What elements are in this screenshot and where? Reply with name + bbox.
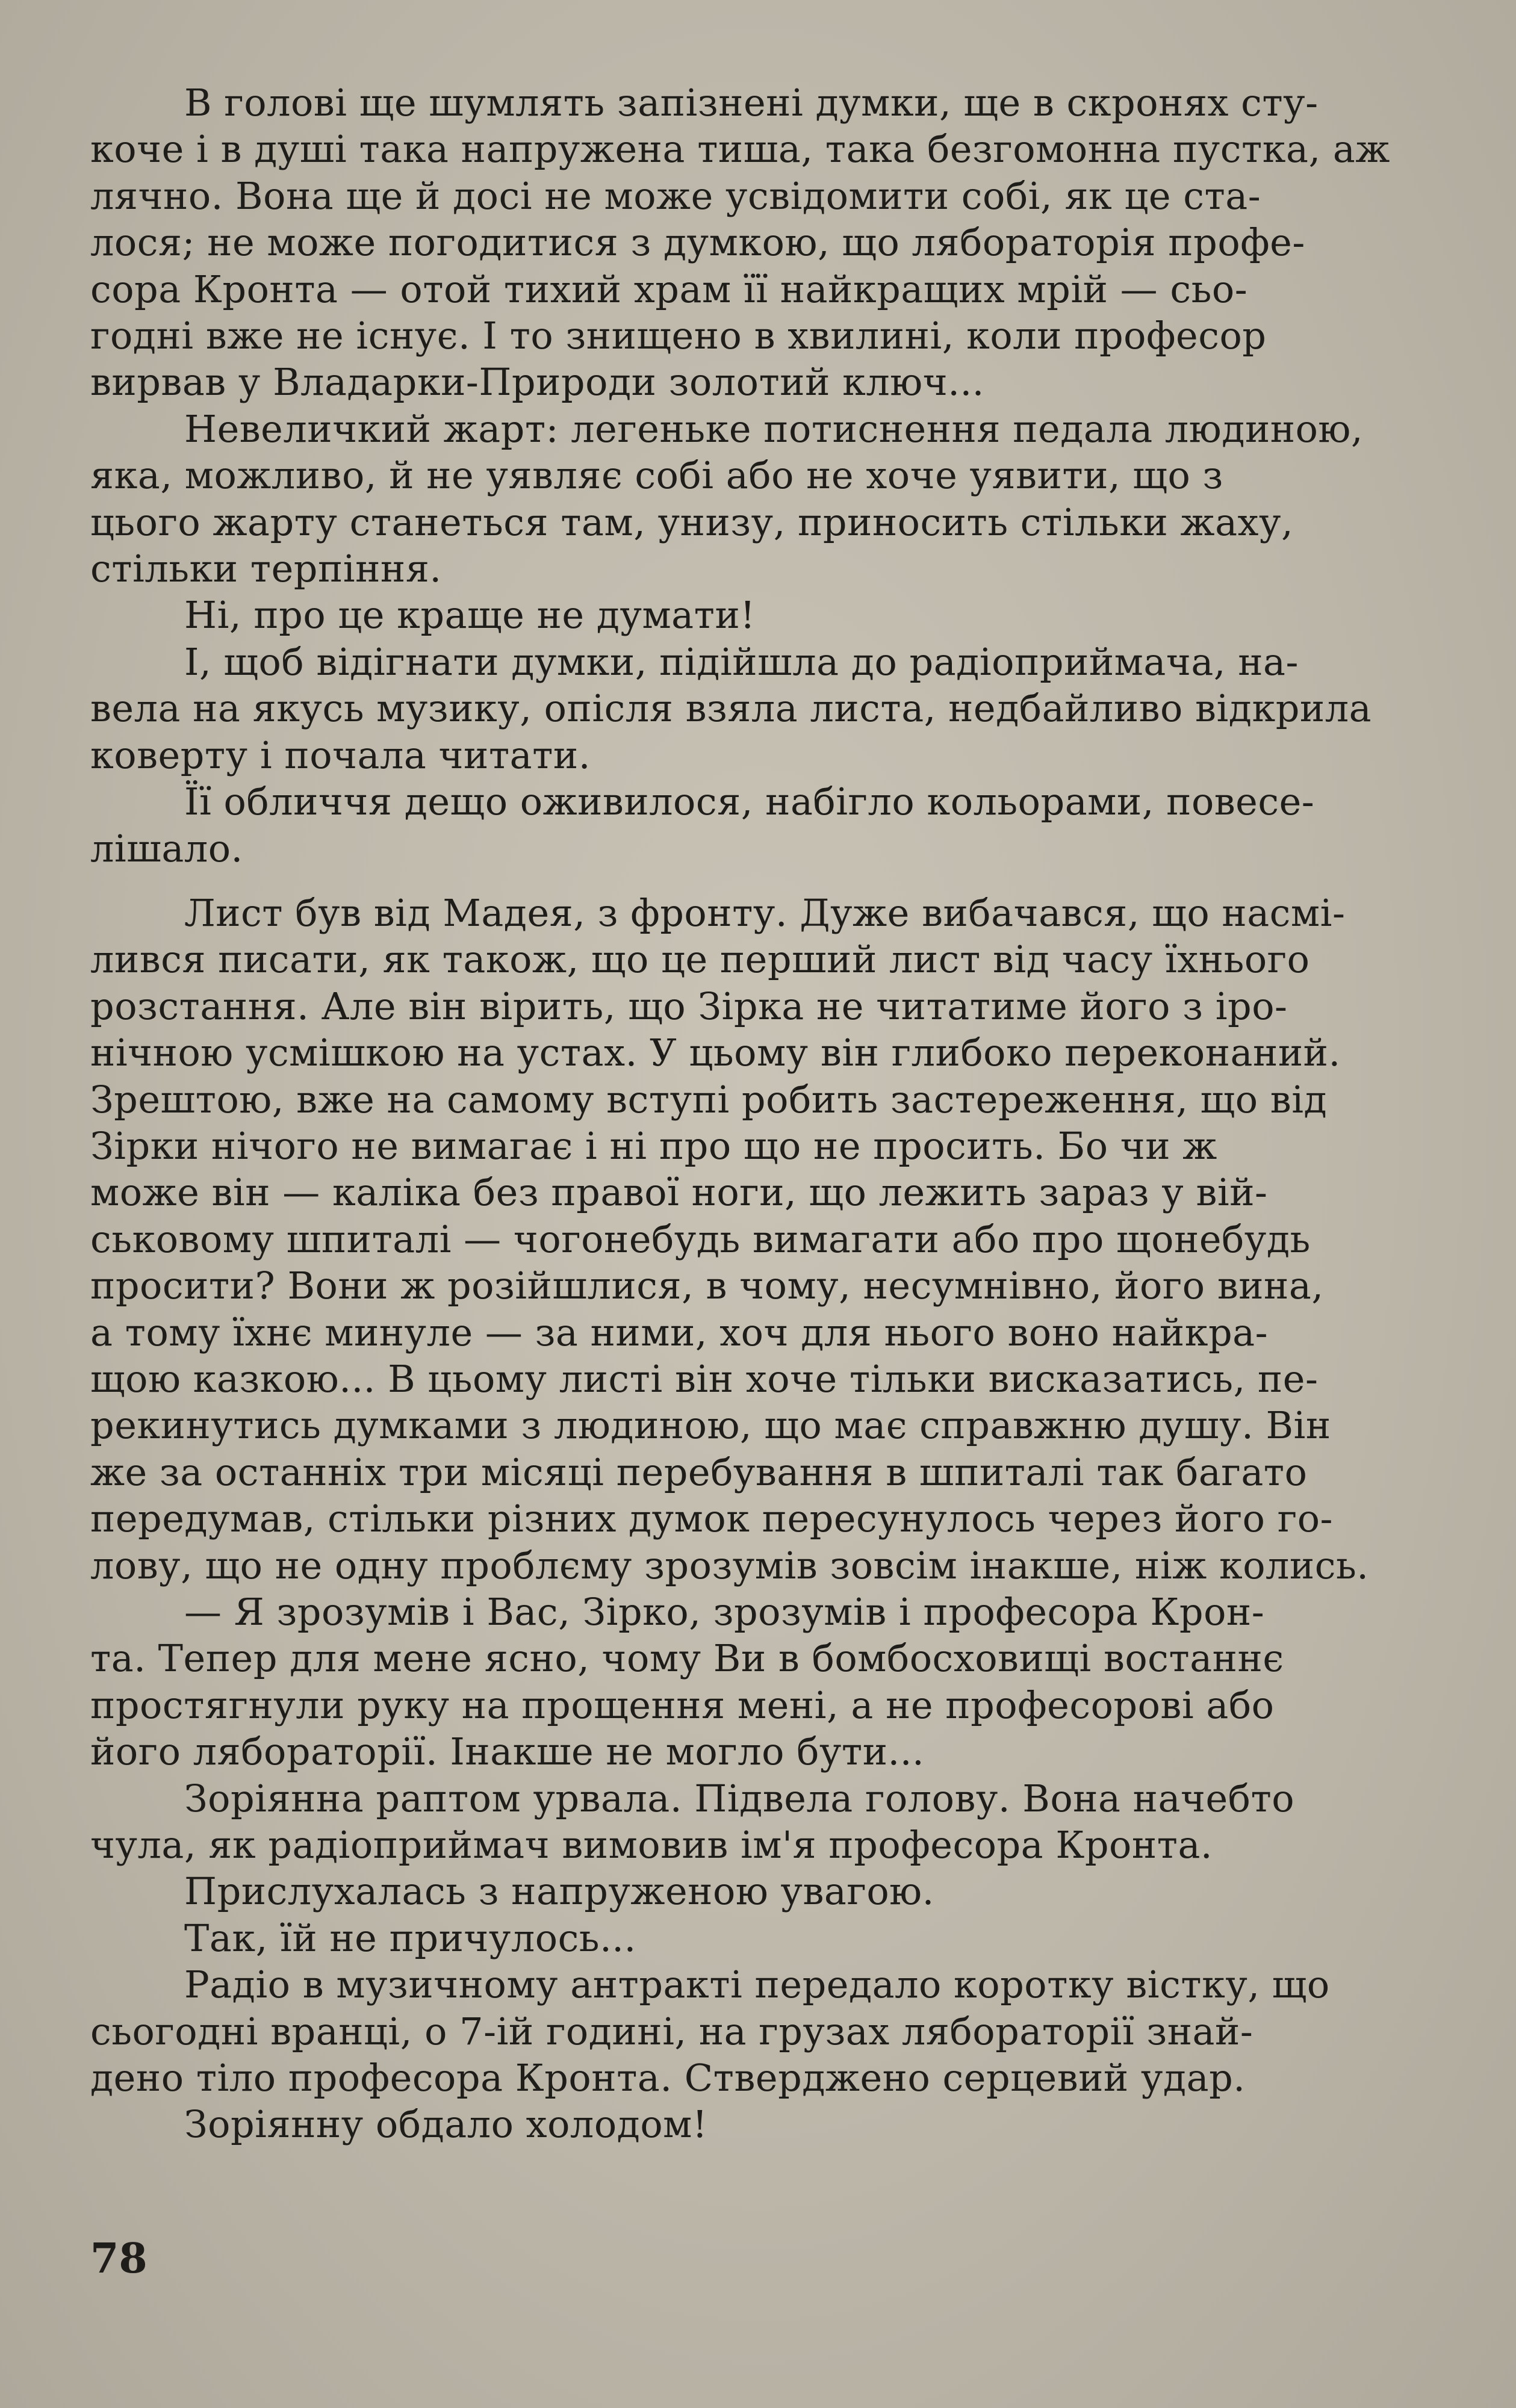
paragraph-6: Лист був від Мадея, з фронту. Дуже вибачався, що насмі- лився писати, як також, що це перший лист від часу їхнього розстання. Але він вірить, що Зірка не читатиме його з іро- нічною усмішкою на устах. У цьому він глибоко переконаний. Зрештою, вже на самому вступі робить застереження, що від Зірки нічого не вимагає і ні про що не просить. Бо чи ж може він — каліка без правої ноги, що лежить зараз у вій- ськовому шпиталі — чогонебудь вимагати або про щонебудь просити? Вони ж розійшлися, в чому, несумнівно, його вина, а тому їхнє минуле — за ними, хоч для нього воно найкра- щою казкою... В цьому листі він хоче тільки висказатись, пе- рекинутись думками з людиною, що має справжню душу. Він же за останніх три місяці перебування в шпиталі так багато передумав, стільки різних думок пересунулось через його го- лову, що не одну проблєму зрозумів зовсім інакше, ніж колись. <box>90 890 1369 1587</box>
paragraph-5: Її обличчя дещо оживилося, набігло кольорами, повесе- лішало. <box>90 780 1315 870</box>
page-body-text <box>90 79 1432 2148</box>
paragraph-11: Радіо в музичному антракті передало коротку вістку, що сьогодні вранці, о 7-ій годині, на грузах лябораторії знай- дено тіло професора Кронта. Стверджено серцевий удар. <box>90 1963 1330 2100</box>
paragraph-4: І, щоб відігнати думки, підійшла до радіоприймача, на- вела на якусь музику, опісля взяла листа, недбайливо відкрила коверту і почала читати. <box>90 639 1372 777</box>
page-number: 78 <box>90 2235 148 2283</box>
paragraph-12: Зоріянну обдало холодом! <box>184 2102 708 2147</box>
paragraph-3: Ні, про це краще не думати! <box>184 593 756 638</box>
paragraph-8: Зоріянна раптом урвала. Підвела голову. Вона начебто чула, як радіоприймач вимовив ім'я професора Кронта. <box>90 1776 1295 1867</box>
paragraph-2: Невеличкий жарт: легеньке потиснення педала людиною, яка, можливо, й не уявляє собі або не хоче уявити, що з цього жарту станеться там, унизу, приносить стільки жаху, стільки терпіння. <box>90 406 1364 591</box>
paragraph-7: — Я зрозумів і Вас, Зірко, зрозумів і професора Крон- та. Тепер для мене ясно, чому Ви в бомбосховищі востаннє простягнули руку на прощення мені, а не професорові або його лябораторії. Інакше не могло бути... <box>90 1590 1284 1774</box>
paragraph-9: Прислухалась з напруженою увагою. <box>184 1869 934 1914</box>
paragraph-10: Так, їй не причулось... <box>184 1916 636 1960</box>
paragraph-1: В голові ще шумлять запізнені думки, ще в скронях сту- коче і в душі така напружена тиша, така безгомонна пустка, аж лячно. Вона ще й досі не може усвідомити собі, як це ста- лося; не може погодитися з думкою, що лябораторія профе- сора Кронта — отой тихий храм її найкращих мрій — сьо- годні вже не існує. І то знищено в хвилині, коли професор вирвав у Владарки-Природи золотий ключ... <box>90 81 1390 405</box>
